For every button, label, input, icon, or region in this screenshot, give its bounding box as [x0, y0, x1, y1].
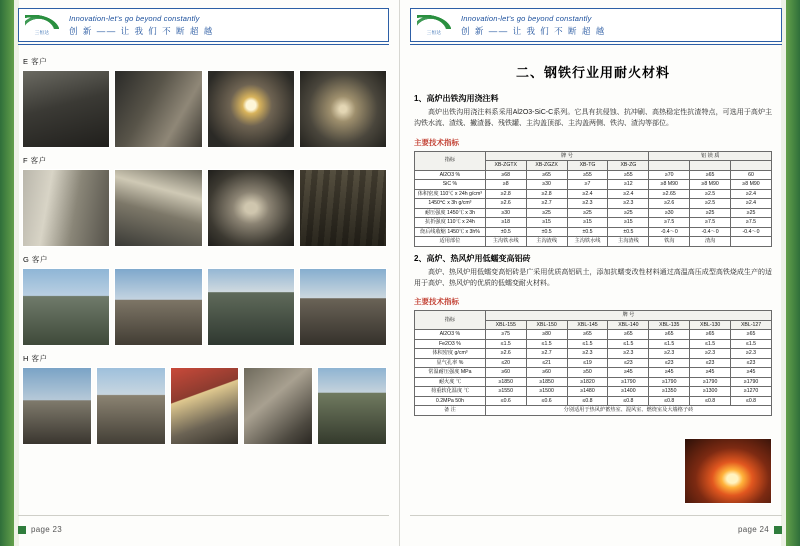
cell: ≥65: [567, 330, 608, 340]
table-col-header: XBL-135: [649, 320, 690, 330]
cell: ≤20: [485, 358, 526, 368]
table-row: [415, 339, 772, 349]
bright-lamp-interior-photo: [207, 70, 295, 148]
cell: ≥25: [567, 208, 608, 218]
row-index: 体积密度 g/cm³: [415, 349, 486, 359]
row-index-label: 烧后线收缩: [419, 228, 446, 235]
customer-label: H 客户: [23, 354, 48, 363]
cell: ≥2.3: [731, 349, 772, 359]
banner-ceremony-photo: [170, 367, 240, 445]
cell: 主沟渣线: [608, 237, 649, 247]
cell: ≥25: [731, 208, 772, 218]
cell: ≥15: [567, 218, 608, 228]
cell: ≥1550: [485, 387, 526, 397]
cell: ≥2.3: [690, 349, 731, 359]
header-slogan-en: Innovation-let's go beyond constantly: [69, 13, 200, 23]
left-page-footer: [18, 525, 389, 534]
furnace-interior-photo: [114, 70, 202, 148]
table-row: [415, 377, 772, 387]
row-index-sub: 1450℃ x 3h: [447, 209, 476, 216]
cell: ≥25: [608, 208, 649, 218]
cell: ≤23: [608, 358, 649, 368]
section-1-spec-table: [414, 151, 772, 247]
customer-block-h: [22, 353, 387, 445]
cell: ≤0.8: [649, 396, 690, 406]
left-header-rule: [18, 44, 389, 45]
table-row: [415, 368, 772, 378]
table-group-header-row: [415, 311, 772, 321]
table-col-header: XB-TG: [567, 161, 608, 171]
section-1-body: 高炉出铁沟用浇注料系采用Al2O3-SiC-C系列。它具有抗侵蚀、抗冲刷、高热稳定性抗渣特点，可选用于高炉主沟铁水流、渣线、撇渣器、残铁罐、主沟盖顶部、主沟盖两侧、铁沟、渣沟等部位。: [414, 109, 772, 127]
cell: ≥2.6: [649, 199, 690, 209]
photo-row: [22, 169, 387, 247]
table-col-header: XBL-130: [690, 320, 731, 330]
cell: -0.4～0: [690, 227, 731, 237]
cell: ≤1.5: [567, 339, 608, 349]
plant-yard-photo: [22, 367, 92, 445]
photo-row: [22, 367, 387, 445]
cell: ≥15: [526, 218, 567, 228]
table-col-header: [649, 161, 690, 171]
cell: ≥65: [649, 330, 690, 340]
table-col-header: XBL-155: [485, 320, 526, 330]
right-band-inner-stripe: [781, 0, 786, 546]
cell: ≤1.5: [608, 339, 649, 349]
cell: ≥45: [649, 368, 690, 378]
cell: ≥2.8: [526, 189, 567, 199]
footer-square-icon: [18, 526, 26, 534]
section-1-heading: 1、高炉出铁沟用浇注料: [414, 94, 499, 103]
worker-install-photo: [317, 367, 387, 445]
section-2-spec-table: [414, 310, 772, 416]
row-index: Fe2O3 %: [415, 339, 486, 349]
cell: ≥1790: [608, 377, 649, 387]
footer-square-icon: [774, 526, 782, 534]
right-footer-rule: [410, 515, 782, 516]
cell: ≥45: [731, 368, 772, 378]
cell: ≥30: [649, 208, 690, 218]
customer-block-g: [22, 254, 387, 346]
cell: ≥2.5: [690, 199, 731, 209]
cell: ≥45: [608, 368, 649, 378]
cell: ≤19: [567, 358, 608, 368]
cell: 主沟渣线: [526, 237, 567, 247]
cell: ≥2.4: [567, 189, 608, 199]
right-page-header: [410, 8, 782, 42]
cell: ≥8: [485, 180, 526, 190]
cell: 主沟铁水线: [567, 237, 608, 247]
cell: ≥2.65: [649, 189, 690, 199]
left-band-inner-stripe: [14, 0, 19, 546]
logo-text: 三恒达: [426, 29, 442, 35]
cell: ±0.5: [485, 227, 526, 237]
cell: [731, 237, 772, 247]
table-group-brand: 牌 号: [485, 151, 649, 161]
cell: ≥2.3: [649, 349, 690, 359]
table-row: [415, 396, 772, 406]
cell: ≥8 M90: [649, 180, 690, 190]
table-row: [415, 237, 772, 247]
row-index: 备 注: [415, 406, 486, 416]
table-row: [415, 189, 772, 199]
cell: ≥2.3: [608, 199, 649, 209]
cell: ≥25: [526, 208, 567, 218]
row-index: SiC %: [415, 180, 486, 190]
table-group-almg: 铝 镁 质: [649, 151, 772, 161]
cell: ≥2.3: [567, 199, 608, 209]
right-green-band: [786, 0, 800, 546]
cell: ≥55: [567, 170, 608, 180]
table-col-header: XBL-140: [608, 320, 649, 330]
row-index-label: 耐压强度: [424, 209, 446, 216]
table-group-header-row: [415, 151, 772, 161]
molten-steel-photo: [684, 438, 772, 504]
left-page-header: [18, 8, 389, 42]
cell: ≥12: [608, 180, 649, 190]
table-row: [415, 227, 772, 237]
table-col-header: XB-ZGTX: [485, 161, 526, 171]
customer-label: E 客户: [23, 57, 48, 66]
customer-label: G 客户: [23, 255, 48, 264]
cell: ≥60: [485, 368, 526, 378]
cell: ≤23: [731, 358, 772, 368]
cell: ≥2.6: [485, 199, 526, 209]
cell: ≥65: [690, 330, 731, 340]
row-index: 适用部位: [415, 237, 486, 247]
cell: ≥1850: [485, 377, 526, 387]
table-row: [415, 170, 772, 180]
section-1-table-caption: 主要技术指标: [414, 137, 459, 147]
cell: ≤23: [649, 358, 690, 368]
row-index: 耐火度 ℃: [415, 377, 486, 387]
cell: ≥65: [608, 330, 649, 340]
table-col-header: XBL-127: [731, 320, 772, 330]
customer-block-e: [22, 56, 387, 148]
customer-photo-gallery: [22, 56, 387, 452]
cell: -0.4～0: [649, 227, 690, 237]
cell: ≥30: [485, 208, 526, 218]
cell: ≥8 M90: [731, 180, 772, 190]
cell: ≥30: [526, 180, 567, 190]
workers-group-photo: [299, 268, 387, 346]
dark-tunnel-photo: [299, 70, 387, 148]
row-index-sub: 110℃ x 24h g/cm³: [440, 190, 483, 197]
cell: ≥65: [690, 170, 731, 180]
cell: ≥2.4: [608, 189, 649, 199]
cell: ≥18: [485, 218, 526, 228]
cell: 分别适用于热风炉蓄热室、混风室、燃烧室及大墙格子砖: [485, 406, 771, 416]
row-index: [415, 189, 486, 199]
cell: ≥1500: [526, 387, 567, 397]
cell: ≥45: [690, 368, 731, 378]
customer-block-f: [22, 155, 387, 247]
cell: ≤0.8: [608, 396, 649, 406]
cell: ≥50: [567, 368, 608, 378]
cell: ≥2.8: [485, 189, 526, 199]
photo-row: [22, 268, 387, 346]
cell: ≥2.5: [690, 189, 731, 199]
cell: ≥75: [485, 330, 526, 340]
table-col-header: [731, 161, 772, 171]
cell: ≥1350: [649, 387, 690, 397]
section-2-table-caption: 主要技术指标: [414, 297, 459, 307]
row-index: Al2O3 %: [415, 170, 486, 180]
cell: ≥15: [608, 218, 649, 228]
machinery-photo: [243, 367, 313, 445]
cell: ±0.5: [526, 227, 567, 237]
cell: ≥7.5: [690, 218, 731, 228]
cell: ≥65: [526, 170, 567, 180]
header-slogan-cn: 创 新 —— 让 我 们 不 断 超 越: [461, 25, 606, 36]
kiln-shell-photo: [22, 70, 110, 148]
photo-row: [22, 70, 387, 148]
cell: ≤0.8: [567, 396, 608, 406]
row-index: 1450℃ x 3h g/cm³: [415, 199, 486, 209]
cell: ≥2.7: [526, 349, 567, 359]
table-col-header: XBL-150: [526, 320, 567, 330]
cell: ≥7: [567, 180, 608, 190]
table-row: [415, 208, 772, 218]
cell: ≤0.6: [485, 396, 526, 406]
site-scaffold-photo: [22, 268, 110, 346]
row-index: [415, 218, 486, 228]
cell: ≥1300: [690, 387, 731, 397]
cell: ≥2.7: [526, 199, 567, 209]
table-col-header: XB-ZGZX: [526, 161, 567, 171]
table-col-header: XBL-145: [567, 320, 608, 330]
cell: 60: [731, 170, 772, 180]
cell: ≥2.4: [731, 199, 772, 209]
cell: ≥2.4: [731, 189, 772, 199]
right-header-rule: [410, 44, 782, 45]
cell: ≤1.5: [649, 339, 690, 349]
cell: 渣沟: [690, 237, 731, 247]
section-2-body: 高炉、热风炉用低蠕变高铝砖是广采用优质高铝矾土，添加抗蠕变改性材料通过高温高压成型高铁烧成生产的适用于高炉、热风炉的优质的低蠕变耐火材料。: [414, 268, 772, 287]
cell: ≥1790: [649, 377, 690, 387]
refractory-wall-photo: [114, 169, 202, 247]
cell: ≥1270: [731, 387, 772, 397]
table-row: [415, 330, 772, 340]
pipe-lining-photo: [22, 169, 110, 247]
row-index: 显气孔率 %: [415, 358, 486, 368]
header-slogan-cn: 创 新 —— 让 我 们 不 断 超 越: [69, 25, 214, 36]
cell: ≥8 M90: [690, 180, 731, 190]
customer-label: F 客户: [23, 156, 47, 165]
table-group-brand: 牌 号: [485, 311, 771, 321]
cell: ≤21: [526, 358, 567, 368]
cell: ≤1.5: [485, 339, 526, 349]
page-number-right: page 24: [737, 525, 769, 534]
cell: ≥68: [485, 170, 526, 180]
cell: ≤0.8: [690, 396, 731, 406]
table-row: [415, 406, 772, 416]
row-index: Al2O3 %: [415, 330, 486, 340]
cell: ≥1480: [567, 387, 608, 397]
cell: ≥55: [608, 170, 649, 180]
cell: ±0.5: [608, 227, 649, 237]
cell: 主沟铁水线: [485, 237, 526, 247]
cell: ≥1790: [731, 377, 772, 387]
table-col-header: XB-ZG: [608, 161, 649, 171]
cell: ≥25: [690, 208, 731, 218]
round-duct-photo: [299, 169, 387, 247]
row-index: [415, 227, 486, 237]
row-index-label: 体积密度: [417, 190, 439, 197]
cell: ≤1.5: [526, 339, 567, 349]
cell: ≥1790: [690, 377, 731, 387]
cell: ≤23: [690, 358, 731, 368]
table-index-header: 指标: [415, 151, 486, 170]
cell: ≤0.6: [526, 396, 567, 406]
cell: ≥1400: [608, 387, 649, 397]
cell: ≤1.5: [690, 339, 731, 349]
row-index-sub: 1450℃ x 3h%: [447, 228, 480, 235]
table-row: [415, 180, 772, 190]
cell: ≥2.3: [567, 349, 608, 359]
table-row: [415, 349, 772, 359]
right-page-footer: [410, 525, 782, 534]
worker-installing-photo: [207, 268, 295, 346]
conical-interior-photo: [207, 169, 295, 247]
section-2-heading: 2、高炉、热风炉用低蠕变高铝砖: [414, 253, 531, 263]
page-number-left: page 23: [31, 525, 63, 534]
row-index-label: 抗折强度: [425, 219, 446, 226]
cell: 铁沟: [649, 237, 690, 247]
cell: ≥2.3: [608, 349, 649, 359]
cell: ≥1850: [526, 377, 567, 387]
table-col-header: [690, 161, 731, 171]
right-page: [400, 0, 800, 546]
cell: -0.4～0: [731, 227, 772, 237]
table-row: [415, 199, 772, 209]
cell: ≥60: [526, 368, 567, 378]
logo-text: 三恒达: [34, 29, 50, 35]
cell: ≥80: [526, 330, 567, 340]
row-index: 0.2MPa 50h: [415, 396, 486, 406]
ladle-lining-photo: [114, 268, 202, 346]
table-index-header: 指标: [415, 311, 486, 330]
cell: ≥7.5: [649, 218, 690, 228]
company-logo-icon: [19, 9, 65, 41]
left-footer-rule: [18, 515, 389, 516]
header-slogan-en: Innovation-let's go beyond constantly: [461, 13, 592, 23]
row-index: [415, 208, 486, 218]
table-row: [415, 358, 772, 368]
table-row: [415, 387, 772, 397]
cell: ≥1820: [567, 377, 608, 387]
cell: ≥65: [731, 330, 772, 340]
company-logo-icon: [411, 9, 457, 41]
row-index-sub: 110℃ x 24h: [447, 219, 475, 226]
page-title: 二、钢铁行业用耐火材料: [515, 65, 670, 80]
right-page-content: [414, 58, 772, 416]
cell: ≥2.6: [485, 349, 526, 359]
cell: ≥7.5: [731, 218, 772, 228]
cell: ≤0.8: [731, 396, 772, 406]
left-green-band: [0, 0, 14, 546]
cell: ±0.5: [567, 227, 608, 237]
table-row: [415, 218, 772, 228]
pipeline-photo: [96, 367, 166, 445]
row-index: 常温耐压强度 MPa: [415, 368, 486, 378]
cell: ≥70: [649, 170, 690, 180]
row-index: 荷重软化温度 ℃: [415, 387, 486, 397]
cell: ≤1.5: [731, 339, 772, 349]
